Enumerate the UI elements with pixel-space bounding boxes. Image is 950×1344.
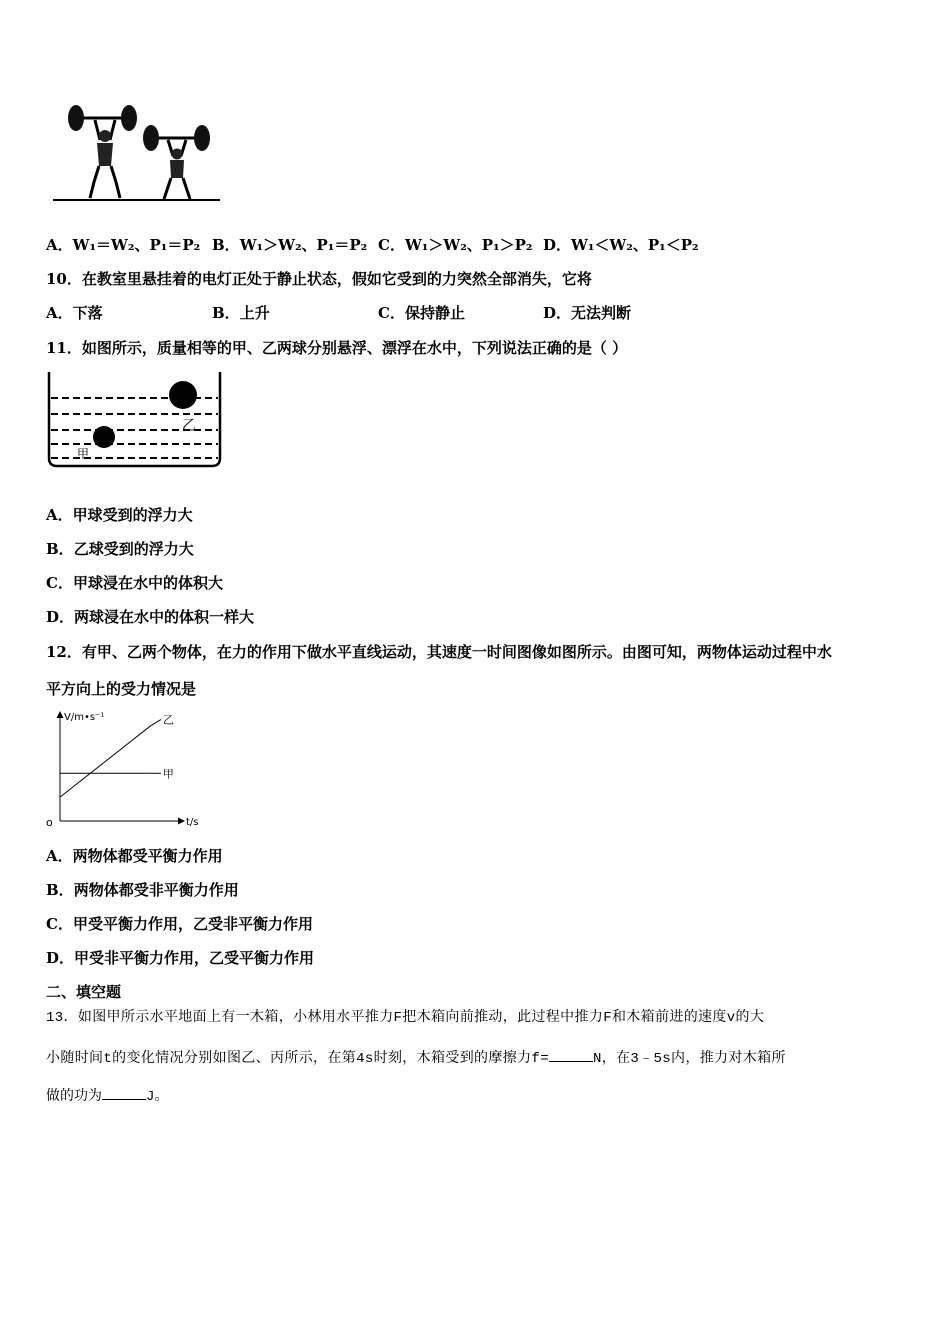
q13-line2: 小随时间t的变化情况分别如图乙、丙所示，在第4s时刻，木箱受到的摩擦力f= N，在3﹣5s内，推力对木箱所 <box>46 1045 786 1069</box>
q11-option-d: D．两球浸在水中的体积一样大 <box>46 608 255 626</box>
q9-option-c: C．W₁＞W₂、P₁＞P₂ <box>378 236 533 254</box>
ball-yi <box>169 381 197 409</box>
q9-option-d: D．W₁＜W₂、P₁＜P₂ <box>543 236 699 254</box>
q11-option-b: B．乙球受到的浮力大 <box>46 540 194 558</box>
answer-blank-work[interactable] <box>102 1083 146 1100</box>
x-axis-label: t/s <box>186 817 199 828</box>
section-title: 二、填空题 <box>46 983 122 1001</box>
velocity-time-chart <box>40 706 215 832</box>
q10-option-b: B．上升 <box>212 304 270 322</box>
series-leader-yi <box>151 720 161 726</box>
ball-jia <box>93 426 115 448</box>
y-axis-label: V/m•s⁻¹ <box>64 712 105 723</box>
q12-option-d: D．甲受非平衡力作用，乙受平衡力作用 <box>46 949 315 967</box>
series-label-jia: 甲 <box>162 767 174 781</box>
q11-option-a: A．甲球受到的浮力大 <box>46 506 193 524</box>
q10-stem: 10．在教室里悬挂着的电灯正处于静止状态，假如它受到的力突然全部消失，它将 <box>46 270 592 288</box>
water-container-figure <box>44 370 226 472</box>
label-yi: 乙 <box>182 418 196 434</box>
q12-option-b: B．两物体都受非平衡力作用 <box>46 881 239 899</box>
q12-option-c: C．甲受平衡力作用，乙受非平衡力作用 <box>46 915 313 933</box>
q13-line1: 13．如图甲所示水平地面上有一木箱，小林用水平推力F把木箱向前推动，此过程中推力F和木箱前进的速度v的大 <box>46 1010 765 1026</box>
q12-stem-line2: 平方向上的受力情况是 <box>46 680 197 698</box>
q10-option-a: A．下落 <box>46 304 103 322</box>
q10-option-d: D．无法判断 <box>543 304 632 322</box>
q12-option-a: A．两物体都受平衡力作用 <box>46 847 223 865</box>
q13-line3: 做的功为 J。 <box>46 1083 168 1107</box>
q11-option-c: C．甲球浸在水中的体积大 <box>46 574 223 592</box>
q11-stem: 11．如图所示，质量相等的甲、乙两球分别悬浮、漂浮在水中，下列说法正确的是（ ） <box>46 339 628 357</box>
label-jia: 甲 <box>77 447 90 461</box>
q10-option-c: C．保持静止 <box>378 304 465 322</box>
series-line-yi <box>60 726 151 798</box>
series-label-yi: 乙 <box>162 713 174 727</box>
q12-stem-line1: 12．有甲、乙两个物体，在力的作用下做水平直线运动，其速度一时间图像如图所示。由图可知，两物体运动过程中水 <box>46 643 832 661</box>
origin-label: o <box>46 816 53 829</box>
q9-option-a: A．W₁＝W₂、P₁＝P₂ <box>46 236 201 254</box>
weightlifter-figure <box>50 98 225 204</box>
q9-option-b: B．W₁＞W₂、P₁＝P₂ <box>212 236 368 254</box>
answer-blank-friction[interactable] <box>549 1045 593 1062</box>
